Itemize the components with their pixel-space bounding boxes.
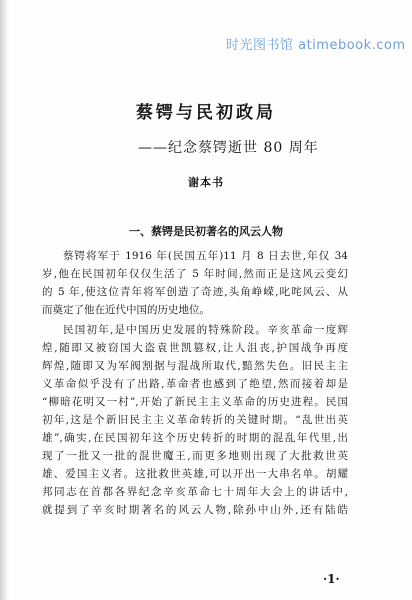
paragraph-line: 初年,这是个新旧民主主义革命转折的关键时期。“乱世出英 (42, 414, 348, 426)
site-watermark: 时光图书馆 atimebook.com (226, 38, 406, 53)
page-number: ·1· (323, 572, 340, 586)
paragraph-1 (42, 247, 348, 319)
paragraph-line: 煌,随即又被窃国大盗袁世凯篡权,让人沮丧,护国战争再度 (42, 342, 348, 354)
paragraph-line: 雄、爱国主义者。这批救世英雄,可以开出一大串名单。胡耀 (42, 468, 348, 480)
paragraph-line: 岁,他在民国初年仅仅生活了 5 年时间,然而正是这风云变幻 (42, 268, 348, 280)
paragraph-line: 而奠定了他在近代中国的历史地位。 (42, 304, 210, 316)
author-name: 谢本书 (188, 176, 224, 189)
paragraph-line: 义革命似乎没有了出路,革命者也感到了绝望,然而接着却是 (42, 378, 348, 390)
article-subtitle: ——纪念蔡锷逝世 80 周年 (138, 140, 319, 156)
paragraph-line: 邦同志在首都各界纪念辛亥革命七十周年大会上的讲话中, (42, 486, 348, 498)
page-gutter-shadow (0, 0, 9, 600)
paragraph-line: “柳暗花明又一村”,开始了新民主主义革命的历史进程。民国 (42, 396, 348, 408)
paragraph-line: 蔡锷将军于 1916 年(民国五年)11 月 8 日去世,年仅 34 (63, 250, 348, 262)
paragraph-line: 民国初年,是中国历史发展的特殊阶段。辛亥革命一度辉 (63, 324, 348, 336)
paragraph-line: 的 5 年,使这位青年将军创造了奇迹,头角峥嵘,叱咤风云、从 (42, 286, 348, 298)
article-title: 蔡锷与民初政局 (136, 103, 276, 123)
paragraph-line: 雄”,确实,在民国初年这个历史转折的时期的混乱年代里,出 (42, 432, 348, 444)
paragraph-line: 就提到了辛亥时期著名的风云人物,除孙中山外,还有陆皓 (42, 504, 348, 516)
paragraph-2 (42, 321, 348, 519)
paragraph-line: 现了一批又一批的混世魔王,而更多地则出现了大批救世英 (42, 450, 348, 462)
paragraph-line: 辉煌,随即又为军阀割据与混战所取代,黯然失色。旧民主主 (42, 360, 348, 372)
section-heading: 一、蔡锷是民初著名的风云人物 (129, 225, 283, 238)
